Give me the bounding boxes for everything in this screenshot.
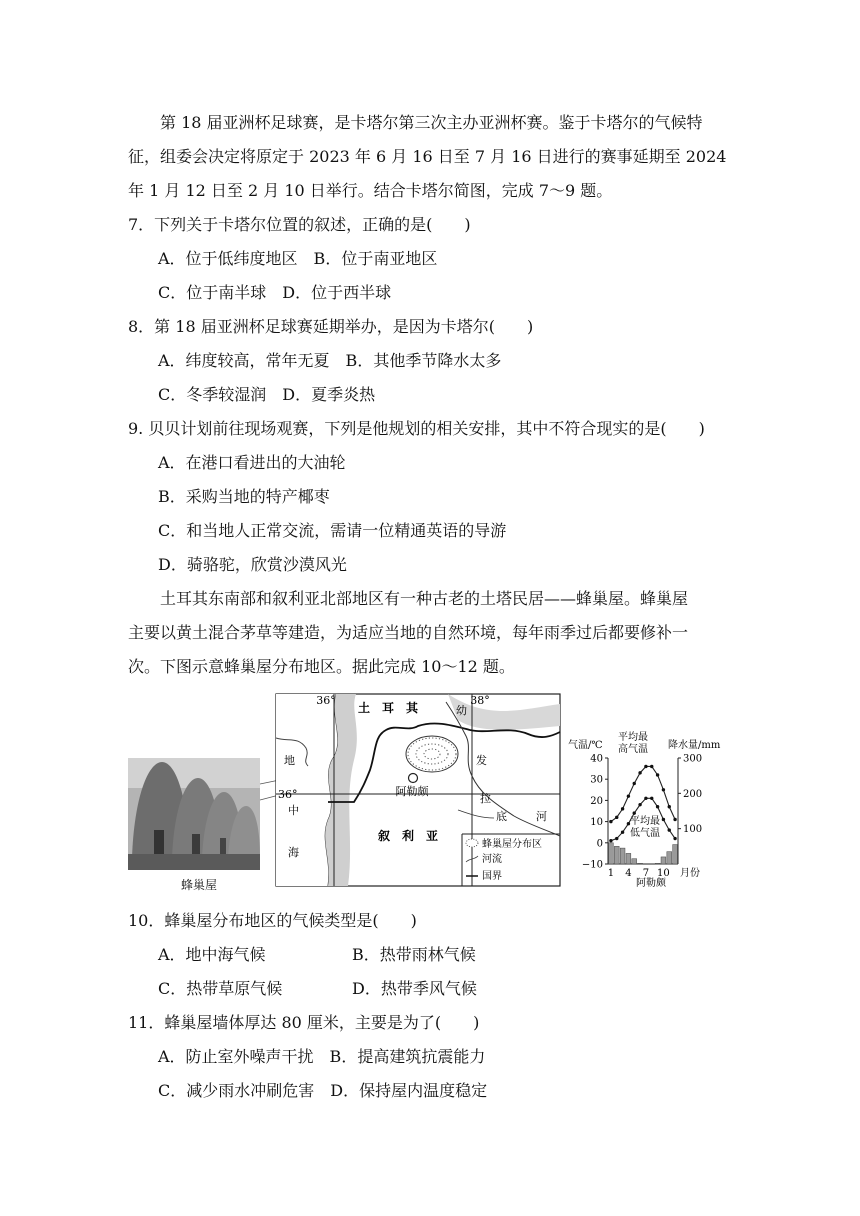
precip-bar-10 [661,857,666,864]
question-11-options-row1: A．防止室外噪声干扰 B．提高建筑抗震能力 [158,1047,486,1066]
temp-point-low-10 [662,818,665,821]
left-tick-label: 10 [590,817,603,829]
label-lat36: 36° [278,788,298,801]
temp-point-high-9 [656,773,659,776]
x-unit-label: 月份 [680,868,700,879]
right-tick-label: 100 [683,824,703,836]
question-7-stem: 7．下列关于卡塔尔位置的叙述，正确的是( ) [128,215,471,234]
temp-point-low-9 [656,805,659,808]
intro1-line-2: 征，组委会决定将原定于 2023 年 6 月 16 日至 7 月 16 日进行的赛事延期至 2024 [128,147,727,166]
label-you: 幼 [456,704,467,717]
label-he: 河 [536,810,547,823]
x-tick-label: 7 [642,868,650,879]
station-label: 阿勒颇 [636,878,666,889]
left-tick-label: 0 [596,838,603,850]
left-tick-label: 30 [590,774,603,786]
legend-hive-symbol [466,839,478,847]
temp-point-low-12 [673,837,676,840]
question-8-options-row2: C．冬季较湿润 D．夏季炎热 [158,385,376,404]
aleppo-climate-chart [568,728,734,892]
intro2-line-1: 土耳其东南部和叙利亚北部地区有一种古老的土塔民居——蜂巢屋。蜂巢屋 [160,589,689,608]
question-11-stem: 11．蜂巢屋墙体厚达 80 厘米，主要是为了( ) [128,1013,480,1032]
question-8-stem: 8．第 18 届亚洲杯足球赛延期举办，是因为卡塔尔( ) [128,317,534,336]
legend-river-label: 河流 [482,854,502,865]
x-tick-label: 4 [625,868,632,879]
beehive-distribution-area [406,736,458,772]
intro1-line-3: 年 1 月 12 日至 2 月 10 日举行。结合卡塔尔简图，完成 7～9 题。 [128,181,613,200]
left-tick-label: 20 [590,795,603,807]
high-temp-label-1: 平均最 [618,732,648,743]
right-tick-label: 300 [683,753,703,765]
temp-point-high-11 [668,805,671,808]
temp-point-high-1 [609,820,612,823]
temp-point-high-2 [615,816,618,819]
temp-point-high-5 [633,782,636,785]
question-9-option-d: D．骑骆驼，欣赏沙漠风光 [158,555,347,574]
temp-point-low-7 [644,797,647,800]
temp-point-high-10 [662,788,665,791]
label-ri: 底 [496,810,507,823]
temp-point-high-8 [650,765,653,768]
left-tick-label: 40 [590,753,603,765]
label-turkey: 土 耳 其 [358,701,419,715]
temp-point-low-1 [609,839,612,842]
label-la: 拉 [480,792,491,805]
question-11-options-row2: C．减少雨水冲刷危害 D．保持屋内温度稳定 [158,1081,488,1100]
legend-border-label: 国界 [482,871,502,882]
temp-point-low-6 [638,803,641,806]
label-di: 地 [284,754,295,767]
question-8-options-row1: A．纬度较高，常年无夏 B．其他季节降水太多 [158,351,502,370]
photo-caption: 蜂巢屋 [181,878,218,892]
low-temp-label-2: 低气温 [630,828,660,839]
temp-point-high-6 [638,771,641,774]
aleppo-marker [409,774,418,783]
label-lon38: 38° [470,694,490,707]
temp-point-high-7 [644,765,647,768]
ylabel-right: 降水量/mm [668,740,721,751]
label-aleppo: 阿勒颇 [395,785,429,798]
question-9-stem: 9. 贝贝计划前往现场观赛，下列是他规划的相关安排，其中不符合现实的是( ) [128,419,705,438]
question-10-option-b: B．热带雨林气候 [352,945,476,964]
precip-bar-11 [667,852,672,864]
x-tick-label: 1 [607,868,615,879]
temp-point-low-3 [621,831,624,834]
question-10-stem: 10．蜂巢屋分布地区的气候类型是( ) [128,911,417,930]
intro2-line-3: 次。下图示意蜂巢屋分布地区。据此完成 10～12 题。 [128,657,515,676]
question-9-option-c: C．和当地人正常交流，需请一位精通英语的导游 [158,521,507,540]
precip-bar-6 [638,863,643,864]
temp-point-high-4 [627,794,630,797]
question-10-option-c: C．热带草原气候 [158,979,283,998]
label-hai: 海 [288,846,299,859]
precip-bar-9 [655,863,660,864]
high-temp-label-2: 高气温 [618,744,648,755]
question-9-option-b: B．采购当地的特产椰枣 [158,487,330,506]
temp-point-low-2 [615,837,618,840]
temp-point-low-8 [650,797,653,800]
intro2-line-2: 主要以黄土混合茅草等建造，为适应当地的自然环境，每年雨季过后都要修补一 [128,623,689,642]
question-9-option-a: A．在港口看进出的大油轮 [158,453,346,472]
temp-point-high-12 [673,818,676,821]
temp-point-low-11 [668,828,671,831]
precip-bar-5 [632,859,637,864]
temp-point-high-3 [621,807,624,810]
precip-bar-3 [620,848,625,864]
precip-bar-4 [626,853,631,864]
beehive-distribution-map [258,690,564,890]
label-lon36: 36° [316,694,336,707]
legend-hive-label: 蜂巢屋分布区 [482,839,542,850]
temp-line-high [611,766,675,821]
label-fa: 发 [476,754,487,767]
question-7-options-row2: C．位于南半球 D．位于西半球 [158,283,392,302]
label-zhong: 中 [288,804,299,817]
precip-bar-2 [614,846,619,864]
low-temp-label-1: 平均最 [630,816,660,827]
ylabel-left: 气温/℃ [568,740,603,751]
temp-point-low-5 [633,811,636,814]
question-7-options-row1: A．位于低纬度地区 B．位于南亚地区 [158,249,438,268]
question-10-option-d: D．热带季风气候 [352,979,477,998]
beehive-house-photo [128,758,260,870]
right-tick-label: 200 [683,788,703,800]
temp-point-low-4 [627,822,630,825]
x-tick-label: 10 [657,868,670,879]
precip-bar-12 [673,845,678,864]
precip-bar-1 [609,843,614,864]
intro1-line-1: 第 18 届亚洲杯足球赛，是卡塔尔第三次主办亚洲杯赛。鉴于卡塔尔的气候特 [160,113,703,132]
label-syria: 叙 利 亚 [378,829,439,843]
question-10-option-a: A．地中海气候 [158,945,266,964]
left-tick-label: −10 [581,859,603,871]
